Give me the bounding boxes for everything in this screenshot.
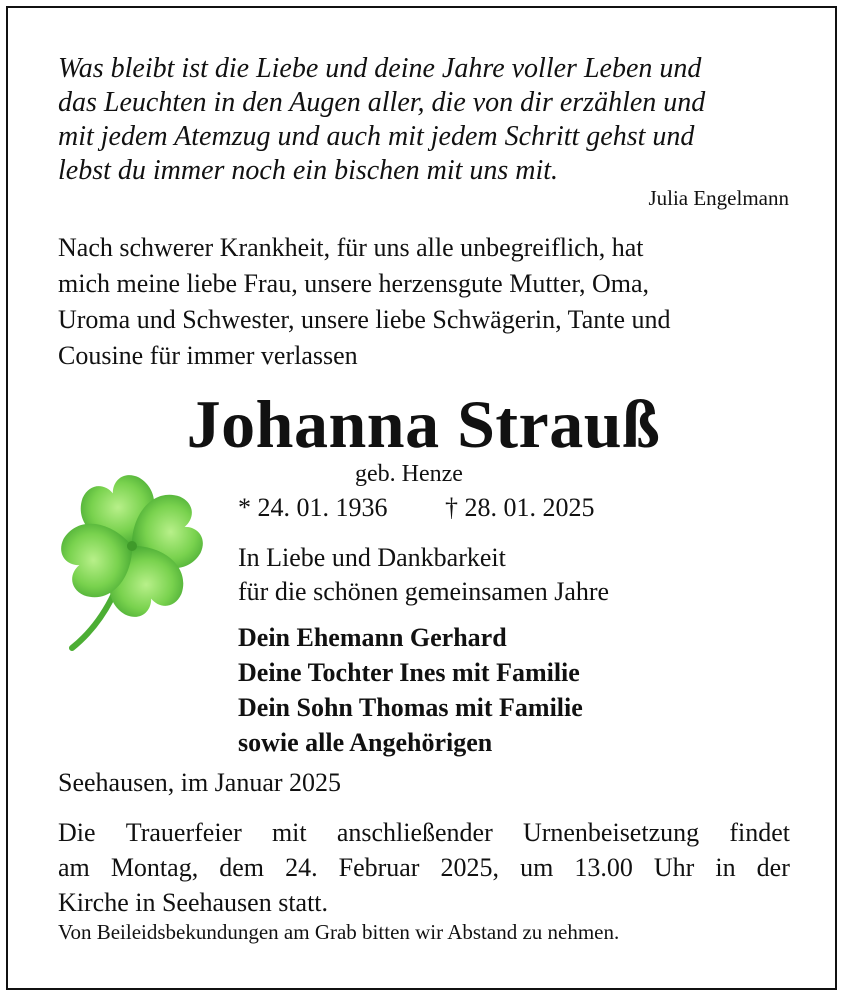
ceremony-word: 24. xyxy=(285,853,318,882)
intro-line: Cousine für immer verlassen xyxy=(58,341,358,370)
ceremony-word: mit xyxy=(271,818,307,847)
ceremony-line-2 xyxy=(58,850,790,885)
ceremony-line-3: Kirche in Seehausen statt. xyxy=(58,888,329,917)
mourner: sowie alle Angehörigen xyxy=(238,728,493,757)
death-date: † 28. 01. 2025 xyxy=(445,493,595,522)
mourner: Dein Ehemann Gerhard xyxy=(238,623,507,652)
ceremony-word: der xyxy=(756,853,790,882)
ceremony-word: Februar xyxy=(338,853,420,882)
ceremony-word: 2025, xyxy=(440,853,500,882)
mourner: Dein Sohn Thomas mit Familie xyxy=(238,693,583,722)
dedication xyxy=(238,541,609,609)
ceremony-info xyxy=(58,815,790,920)
ceremony-word: 13.00 xyxy=(574,853,633,882)
quote-line: lebst du immer noch ein bischen mit uns mit. xyxy=(58,155,559,186)
dedication-line: In Liebe und Dankbarkeit xyxy=(238,543,506,572)
quote xyxy=(58,52,798,188)
ceremony-word: Urnenbeisetzung xyxy=(522,818,700,847)
ceremony-word: anschließender xyxy=(336,818,493,847)
ceremony-word: Die xyxy=(58,818,96,847)
place-date: Seehausen, im Januar 2025 xyxy=(58,768,342,797)
ceremony-word: am xyxy=(58,853,90,882)
condolence-note: Von Beileidsbekundungen am Grab bitten wir Abstand zu nehmen. xyxy=(58,920,620,944)
ceremony-word: dem xyxy=(219,853,265,882)
ceremony-word: in xyxy=(715,853,736,882)
ceremony-line-1 xyxy=(58,815,790,850)
deceased-name: Johanna Strauß xyxy=(186,386,661,462)
ceremony-word: um xyxy=(520,853,554,882)
ceremony-word: Trauerfeier xyxy=(125,818,242,847)
ceremony-word: Montag, xyxy=(110,853,199,882)
ceremony-word: Uhr xyxy=(653,853,695,882)
intro-line: Nach schwerer Krankheit, für uns alle unbegreiflich, hat xyxy=(58,233,644,262)
intro-text xyxy=(58,230,798,374)
quote-line: das Leuchten in den Augen aller, die von dir erzählen und xyxy=(58,87,706,118)
quote-line: Was bleibt ist die Liebe und deine Jahre voller Leben und xyxy=(58,53,702,84)
mourner: Deine Tochter Ines mit Familie xyxy=(238,658,580,687)
four-leaf-clover-icon xyxy=(52,470,217,660)
birth-name: geb. Henze xyxy=(355,461,463,487)
intro-line: Uroma und Schwester, unsere liebe Schwägerin, Tante und xyxy=(58,305,671,334)
birth-date: * 24. 01. 1936 xyxy=(238,493,388,522)
quote-line: mit jedem Atemzug und auch mit jedem Schritt gehst und xyxy=(58,121,695,152)
dedication-line: für die schönen gemeinsamen Jahre xyxy=(238,577,610,606)
ceremony-word: findet xyxy=(729,818,790,847)
mourners-list xyxy=(238,620,583,760)
intro-line: mich meine liebe Frau, unsere herzensgute Mutter, Oma, xyxy=(58,269,649,298)
quote-author: Julia Engelmann xyxy=(648,186,789,210)
